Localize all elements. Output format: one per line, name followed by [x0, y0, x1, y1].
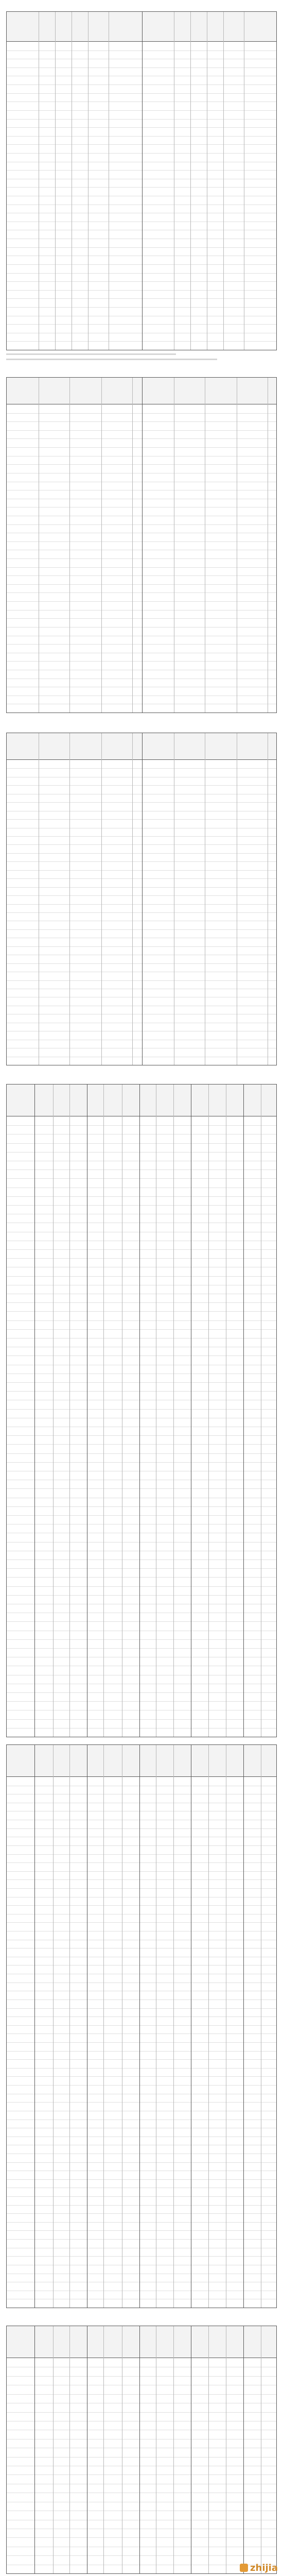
table-4-continued-header: [7, 1745, 276, 1777]
row-divider: [7, 2025, 276, 2026]
row-divider: [7, 878, 276, 879]
column-divider: [173, 1084, 174, 1737]
row-divider: [7, 946, 276, 947]
column-divider: [34, 1084, 35, 1737]
row-divider: [7, 1639, 276, 1640]
column-divider: [132, 733, 133, 1065]
row-divider: [7, 1999, 276, 2000]
column-divider: [103, 1084, 104, 1737]
row-divider: [7, 541, 276, 542]
row-divider: [7, 2196, 276, 2197]
table-4-continued: [6, 1744, 277, 2308]
row-divider: [7, 1320, 276, 1321]
row-divider: [7, 844, 276, 845]
row-divider: [7, 281, 276, 282]
row-divider: [7, 584, 276, 585]
row-divider: [7, 1152, 276, 1153]
row-divider: [7, 153, 276, 154]
row-divider: [7, 1542, 276, 1543]
row-divider: [7, 67, 276, 68]
row-divider: [7, 430, 276, 431]
column-divider: [88, 12, 89, 350]
row-divider: [7, 2412, 276, 2413]
row-divider: [7, 2033, 276, 2034]
row-divider: [7, 1568, 276, 1569]
row-divider: [7, 421, 276, 422]
row-divider: [7, 895, 276, 896]
row-divider: [7, 247, 276, 248]
row-divider: [7, 50, 276, 51]
column-divider: [190, 12, 191, 350]
column-divider: [101, 378, 102, 713]
row-divider: [7, 2059, 276, 2060]
row-divider: [7, 341, 276, 342]
table-4-body: [7, 1116, 276, 1737]
row-divider: [7, 524, 276, 525]
row-divider: [7, 2537, 276, 2538]
row-divider: [7, 2230, 276, 2231]
table-5: [6, 2326, 277, 2574]
table-4: [6, 1084, 277, 1737]
column-divider: [103, 2326, 104, 2573]
row-divider: [7, 93, 276, 94]
table-3-body: [7, 760, 276, 1065]
column-divider: [208, 1084, 209, 1737]
column-divider: [53, 2326, 54, 2573]
row-divider: [7, 110, 276, 111]
column-divider: [208, 1745, 209, 2308]
site-watermark: [240, 2563, 278, 2573]
column-divider: [243, 1084, 244, 1737]
row-divider: [7, 1125, 276, 1126]
row-divider: [7, 802, 276, 803]
column-divider: [69, 1084, 70, 1737]
row-divider: [7, 861, 276, 862]
row-divider: [7, 1249, 276, 1250]
row-divider: [7, 101, 276, 102]
column-divider: [34, 2326, 35, 2573]
column-divider: [101, 733, 102, 1065]
column-divider: [69, 1745, 70, 2308]
row-divider: [7, 264, 276, 265]
table-1-note: [6, 352, 277, 356]
table-1: [6, 11, 277, 350]
row-divider: [7, 2222, 276, 2223]
row-divider: [7, 575, 276, 576]
row-divider: [7, 1196, 276, 1197]
row-divider: [7, 187, 276, 188]
row-divider: [7, 1462, 276, 1463]
row-divider: [7, 1701, 276, 1702]
row-divider: [7, 2076, 276, 2077]
row-divider: [7, 290, 276, 291]
row-divider: [7, 170, 276, 171]
column-divider: [55, 12, 56, 350]
row-divider: [7, 127, 276, 128]
row-divider: [7, 904, 276, 905]
row-divider: [7, 2239, 276, 2240]
table-1-body: [7, 42, 276, 350]
row-divider: [7, 136, 276, 137]
table-4-header: [7, 1084, 276, 1116]
row-divider: [7, 627, 276, 628]
row-divider: [7, 1845, 276, 1846]
row-divider: [7, 447, 276, 448]
row-divider: [7, 887, 276, 888]
row-divider: [7, 1258, 276, 1259]
row-divider: [7, 324, 276, 325]
row-divider: [7, 1879, 276, 1880]
table-2: [6, 377, 277, 713]
row-divider: [7, 618, 276, 619]
row-divider: [7, 2008, 276, 2009]
watermark-text: zhijia: [250, 2563, 278, 2573]
column-divider: [139, 1084, 140, 1737]
row-divider: [7, 1515, 276, 1516]
row-divider: [7, 1595, 276, 1596]
row-divider: [7, 1854, 276, 1855]
row-divider: [7, 1453, 276, 1454]
row-divider: [7, 438, 276, 439]
table-5-body: [7, 2358, 276, 2573]
watermark-logo-icon: [240, 2564, 248, 2572]
column-divider: [103, 1745, 104, 2308]
column-divider: [132, 378, 133, 713]
row-divider: [7, 1577, 276, 1578]
table-3: [6, 733, 277, 1065]
table-2-header: [7, 378, 276, 404]
row-divider: [7, 119, 276, 120]
row-divider: [7, 298, 276, 299]
row-divider: [7, 1435, 276, 1436]
column-divider: [139, 2326, 140, 2573]
row-divider: [7, 601, 276, 602]
column-divider: [69, 2326, 70, 2573]
row-divider: [7, 929, 276, 930]
row-divider: [7, 1871, 276, 1872]
column-divider: [223, 12, 224, 350]
row-divider: [7, 1888, 276, 1889]
row-divider: [7, 273, 276, 274]
row-divider: [7, 2102, 276, 2103]
table-4-continued-body: [7, 1777, 276, 2308]
row-divider: [7, 1311, 276, 1312]
row-divider: [7, 2394, 276, 2395]
row-divider: [7, 1178, 276, 1179]
row-divider: [7, 1982, 276, 1983]
table-1-header: [7, 12, 276, 42]
row-divider: [7, 912, 276, 913]
column-divider: [142, 733, 143, 1065]
row-divider: [7, 1409, 276, 1410]
column-divider: [173, 1745, 174, 2308]
row-divider: [7, 84, 276, 85]
row-divider: [7, 1905, 276, 1906]
row-divider: [7, 144, 276, 145]
table-1-note-2: [6, 358, 277, 361]
row-divider: [7, 2016, 276, 2017]
row-divider: [7, 610, 276, 611]
row-divider: [7, 2457, 276, 2458]
row-divider: [7, 464, 276, 465]
row-divider: [7, 2042, 276, 2043]
row-divider: [7, 1329, 276, 1330]
row-divider: [7, 2162, 276, 2163]
row-divider: [7, 1143, 276, 1144]
row-divider: [7, 1719, 276, 1720]
column-divider: [53, 1745, 54, 2308]
column-divider: [243, 2326, 244, 2573]
row-divider: [7, 2213, 276, 2214]
row-divider: [7, 870, 276, 871]
row-divider: [7, 1621, 276, 1622]
row-divider: [7, 1276, 276, 1277]
row-divider: [7, 307, 276, 308]
row-divider: [7, 768, 276, 769]
row-divider: [7, 558, 276, 559]
row-divider: [7, 1355, 276, 1356]
row-divider: [7, 2555, 276, 2556]
row-divider: [7, 836, 276, 837]
row-divider: [7, 1444, 276, 1445]
row-divider: [7, 2205, 276, 2206]
column-divider: [139, 1745, 140, 2308]
row-divider: [7, 1692, 276, 1693]
row-divider: [7, 1205, 276, 1206]
row-divider: [7, 1302, 276, 1303]
column-divider: [142, 378, 143, 713]
row-divider: [7, 644, 276, 645]
row-divider: [7, 2376, 276, 2377]
row-divider: [7, 413, 276, 414]
row-divider: [7, 2256, 276, 2257]
column-divider: [69, 733, 70, 1065]
table-2-body: [7, 404, 276, 713]
column-divider: [208, 2326, 209, 2573]
row-divider: [7, 785, 276, 786]
row-divider: [7, 1922, 276, 1923]
row-divider: [7, 2085, 276, 2086]
row-divider: [7, 1488, 276, 1489]
row-divider: [7, 1391, 276, 1392]
row-divider: [7, 2068, 276, 2069]
row-divider: [7, 1828, 276, 1829]
row-divider: [7, 1862, 276, 1863]
row-divider: [7, 853, 276, 854]
column-divider: [243, 1745, 244, 2308]
row-divider: [7, 1506, 276, 1507]
table-5-header: [7, 2326, 276, 2358]
column-divider: [53, 1084, 54, 1737]
column-divider: [142, 12, 143, 350]
row-divider: [7, 980, 276, 981]
row-divider: [7, 1586, 276, 1587]
row-divider: [7, 2051, 276, 2052]
row-divider: [7, 819, 276, 820]
row-divider: [7, 567, 276, 568]
row-divider: [7, 1648, 276, 1649]
row-divider: [7, 963, 276, 964]
table-3-header: [7, 733, 276, 760]
row-divider: [7, 1382, 276, 1383]
row-divider: [7, 592, 276, 593]
column-divider: [34, 1745, 35, 2308]
row-divider: [7, 661, 276, 662]
row-divider: [7, 2179, 276, 2180]
column-divider: [173, 2326, 174, 2573]
column-divider: [69, 378, 70, 713]
